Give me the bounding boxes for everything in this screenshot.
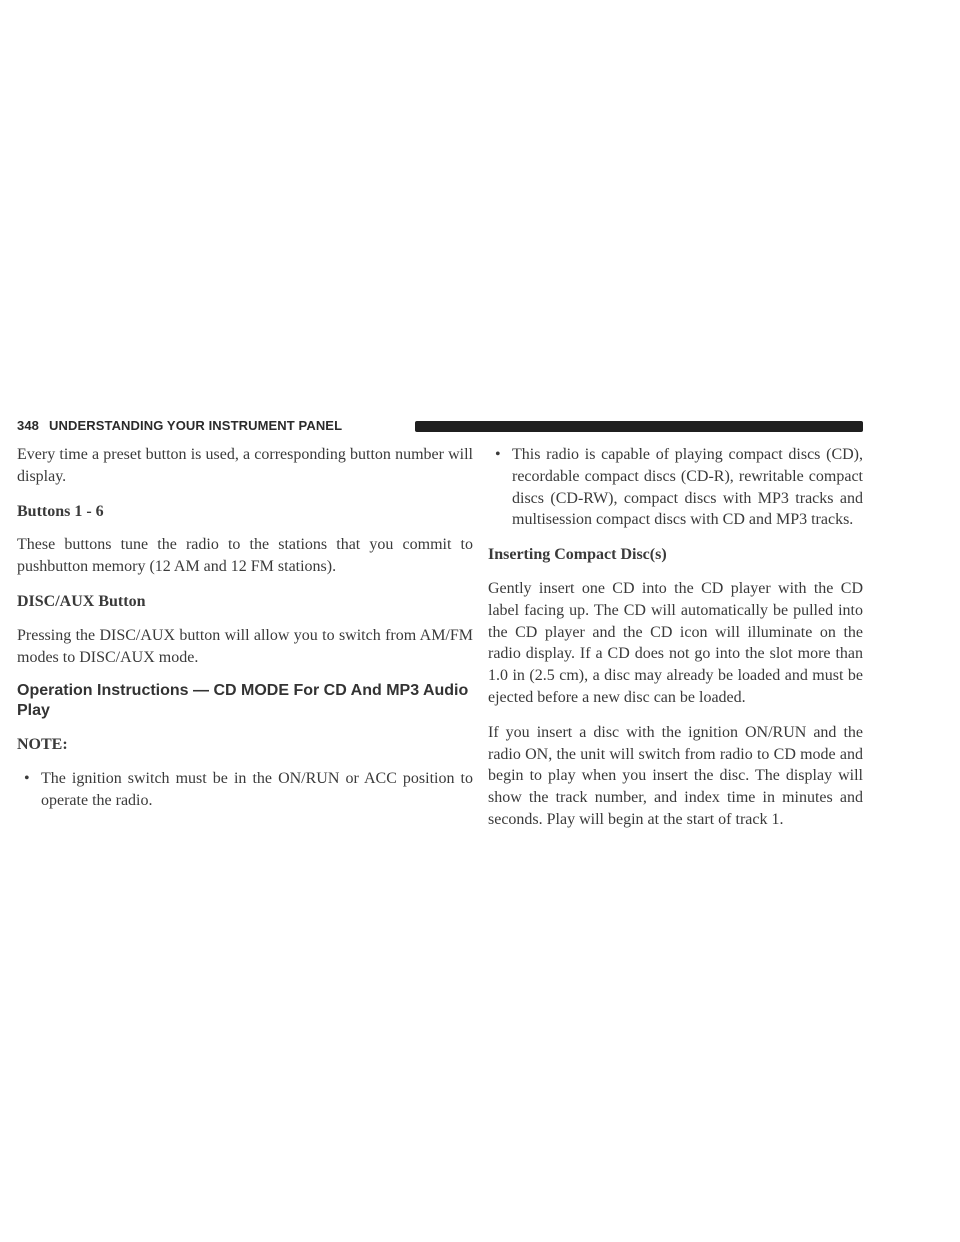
- bullet-text: This radio is capable of playing compact discs (CD), recordable compact discs (CD-R), rewritable compact discs (CD-RW), compact discs with MP3 tracks and multisession compact discs with CD and MP3 tracks.: [512, 446, 863, 529]
- page-header: [17, 415, 863, 439]
- heading-disc-aux: DISC/AUX Button: [17, 592, 146, 610]
- section-title: UNDERSTANDING YOUR INSTRUMENT PANEL: [49, 418, 343, 433]
- list-item: [488, 444, 863, 531]
- header-rule-bar: [415, 421, 863, 432]
- paragraph-preset: Every time a preset button is used, a corresponding button number will display.: [17, 446, 473, 485]
- heading-inserting: Inserting Compact Disc(s): [488, 546, 667, 564]
- right-column: [488, 444, 863, 844]
- note-label: NOTE:: [17, 736, 68, 754]
- page-number: 348: [17, 418, 39, 433]
- list-item: [17, 768, 473, 812]
- bullet-text: The ignition switch must be in the ON/RUN or ACC position to operate the radio.: [41, 770, 473, 809]
- heading-buttons: Buttons 1 - 6: [17, 502, 104, 520]
- paragraph-buttons: These buttons tune the radio to the stations that you commit to pushbutton memory (12 AM and 12 FM stations).: [17, 536, 473, 576]
- bullet-icon: •: [495, 446, 501, 463]
- heading-operation: Operation Instructions — CD MODE For CD And MP3 Audio Play: [17, 682, 469, 720]
- bullet-icon: •: [24, 770, 30, 788]
- paragraph-inserting: Gently insert one CD into the CD player with the CD label facing up. The CD will automatically be pulled into the CD player and the CD icon will illuminate on the radio display. If a CD does not go into the slot more than 1.0 in (2.5 cm), a disc may already be loaded and must be ejected before a new disc can be loaded.: [488, 579, 863, 706]
- left-column: [17, 444, 473, 825]
- paragraph-disc-aux: Pressing the DISC/AUX button will allow you to switch from AM/FM modes to DISC/AUX mode.: [17, 626, 473, 666]
- paragraph-ignition: If you insert a disc with the ignition ON/RUN and the radio ON, the unit will switch from radio to CD mode and begin to play when you insert the disc. The display will show the track number, and index time in minutes and seconds. Play will begin at the start of track 1.: [488, 723, 863, 828]
